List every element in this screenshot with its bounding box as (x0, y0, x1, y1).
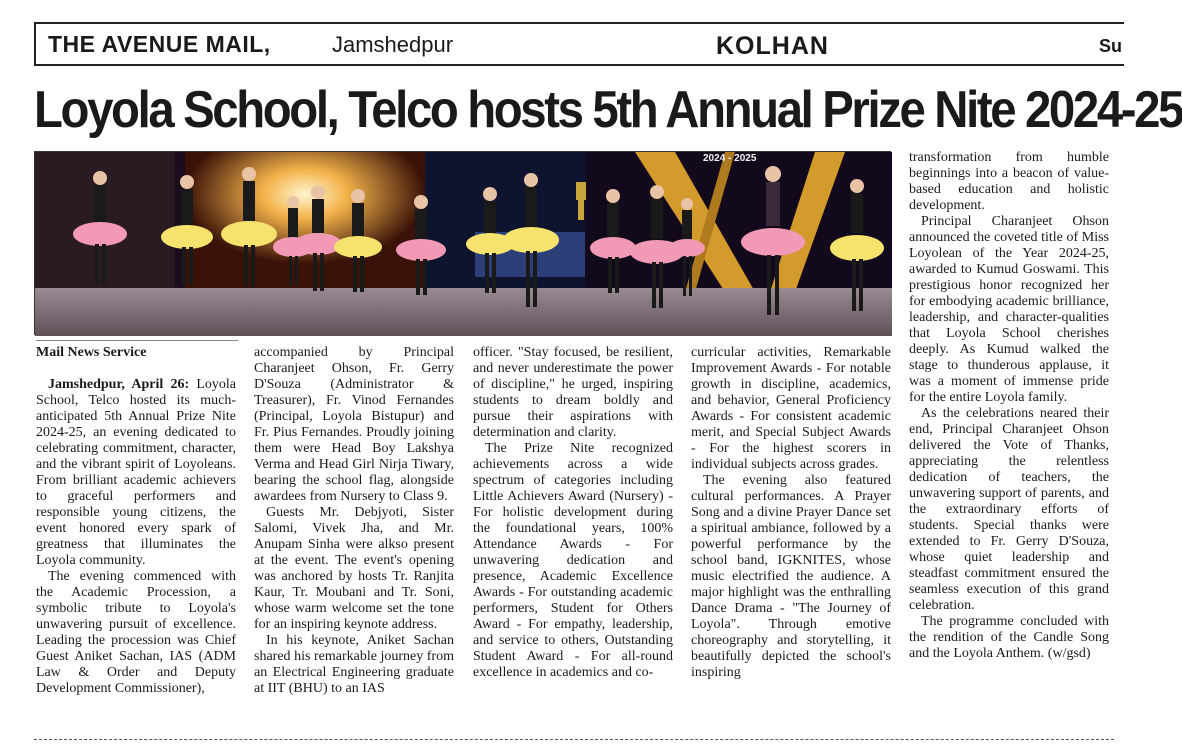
article-paragraph: The programme concluded with the rendition of the Candle Song and the Loyola Anthem. (w/gsd) (909, 614, 1109, 661)
article-column-4 (691, 345, 891, 681)
article-column-3 (473, 345, 673, 681)
article-paragraph: The evening also featured cultural performances. A Prayer Song and a divine Prayer Dance set a spiritual ambiance, followed by a powerful performance by the school band, IGKNITES, whose music electrified the audience. A major highlight was the enthralling Dance Drama - "The Journey of Loyola". Through emotive choreography and storytelling, it beautifully depicted the school's inspiring (691, 473, 891, 680)
cut-off-text: Su (1099, 36, 1123, 56)
article-paragraph: Principal Charanjeet Ohson announced the coveted title of Miss Loyolean of the Year 2024-25, awarded to Kumud Goswami. This prestigious honor recognized her for embodying academic brilliance, leadership, and character-qualities that Loyola School cherishes deeply. As Kumud walked the stage to thunderous applause, it was a moment of immense pride for the entire Loyola family. (909, 214, 1109, 405)
page-divider (34, 739, 1114, 740)
byline: Mail News Service (36, 340, 238, 361)
article-paragraph: accompanied by Principal Charanjeet Ohson, Fr. Gerry D'Souza (Administrator & Treasurer), Fr. Vinod Fernandes (Principal, Loyola Bistupur) and Fr. Pius Fernandes. Proudly joining them were Head Boy Lakshya Verma and Head Girl Nirja Tiwary, bearing the school flag, alongside awardees from Nursery to Class 9. (254, 345, 454, 504)
svg-text:2024 - 2025: 2024 - 2025 (703, 153, 757, 164)
article-paragraph: Guests Mr. Debjyoti, Sister Salomi, Vivek Jha, and Mr. Anupam Sinha were alkso present at the event. The event's opening was anchored by hosts Tr. Ranjita Kaur, Tr. Moubani and Tr. Soni, whose warm welcome set the tone for an inspiring keynote address. (254, 505, 454, 632)
article-column-5 (909, 150, 1109, 662)
article-paragraph: In his keynote, Aniket Sachan shared his remarkable journey from an Electrical Engineering graduate at IIT (BHU) to an IAS (254, 633, 454, 696)
paper-city: Jamshedpur (332, 32, 454, 57)
masthead (34, 22, 1124, 66)
article-paragraph: The evening commenced with the Academic Procession, a symbolic tribute to Loyola's unwavering pursuit of excellence. Leading the procession was Chief Guest Aniket Sachan, IAS (ADM Law & Order and Deputy Development Commissioner), (36, 569, 236, 696)
section-name: KOLHAN (716, 32, 829, 60)
paper-name: THE AVENUE MAIL, (48, 31, 271, 57)
article-paragraph: As the celebrations neared their end, Principal Charanjeet Ohson delivered the Vote of Thanks, appreciating the relentless dedication of teachers, the unwavering support of parents, and the extraordinary efforts of students. Special thanks were extended to Fr. Gerry D'Souza, whose quiet leadership and steadfast commitment ensured the seamless execution of this grand celebration. (909, 406, 1109, 613)
headline: Loyola School, Telco hosts 5th Annual Prize Nite 2024-25 (34, 81, 1182, 139)
article-column-2 (254, 345, 454, 697)
article-paragraph: curricular activities, Remarkable Improvement Awards - For notable growth in discipline, academics, and behavior, General Proficiency Awards - For consistent academic merit, and Special Subject Awards - For the highest scorers in individual subjects across grades. (691, 345, 891, 472)
article-paragraph: Jamshedpur, April 26: Loyola School, Telco hosted its much-anticipated 5th Annual Prize Nite 2024-25, an evening dedicated to celebrating commitment, character, and the vibrant spirit of Loyoleans. From brilliant academic achievers to graceful performers and responsible young citizens, the event honored every spark of greatness that illuminates the Loyola community. (36, 377, 236, 568)
article-paragraph: officer. "Stay focused, be resilient, and never underestimate the power of discipline," he urged, inspiring students to dream boldly and pursue their aspirations with determination and clarity. (473, 345, 673, 440)
event-photo (34, 151, 891, 335)
dateline: Jamshedpur, April 26: (48, 377, 190, 392)
article-paragraph: The Prize Nite recognized achievements across a wide spectrum of categories including Little Achievers Award (Nursery) - For holistic development during the foundational years, 100% Attendance Awards - For unwavering dedication and presence, Academic Excellence Awards - For outstanding academic performers, Student for Others Award - For empathy, leadership, and service to others, Outstanding Student Award - For all-round excellence in academics and co- (473, 441, 673, 680)
article-paragraph: transformation from humble beginnings into a beacon of value-based education and holistic development. (909, 150, 1109, 213)
article-column-1 (36, 377, 236, 697)
